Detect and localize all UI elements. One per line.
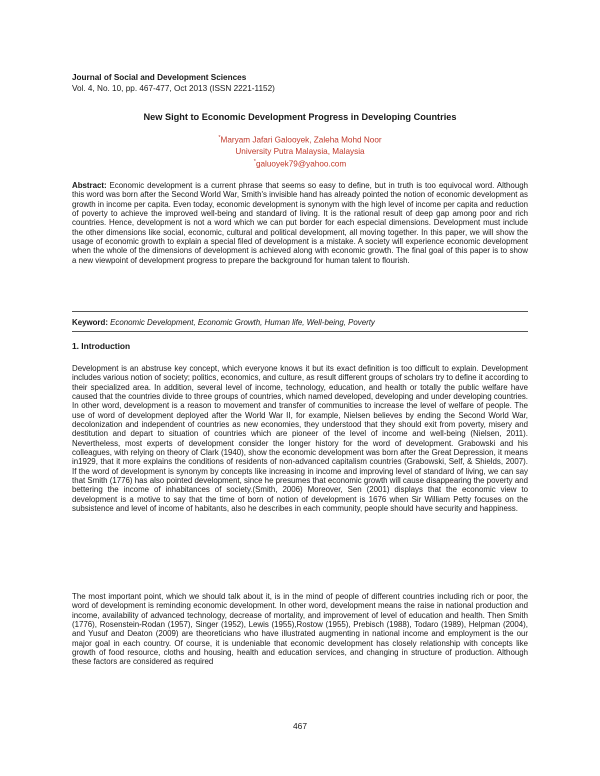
page-number: 467 [293,721,307,731]
keywords [72,318,528,327]
section-heading: 1. Introduction [72,341,131,351]
abstract [72,181,528,265]
author-names [72,133,528,146]
divider-top [72,311,528,312]
author-email-line [72,157,528,170]
intro-paragraph-1: Development is an abstruse key concept, which everyone knows it but its exact definition is too difficult to explain. Development includes various notion of society; politics, economics, and culture, as result different groups of scholars try to define it according to their specialized area. In addition, several level of income, technology, education, and health or totally the public welfare have caused that the countries divide to three groups of countries, which named developed, developing and under developing countries. In other word, development is a reason to movement and transfer of communities to increase the level of welfare of people. The use of word of development deployed after the World War II, for example, Nielsen believes by ending the Second World War, decolonization and independent of countries as new economies, they understood that they should exit from poverty, misery and destitution and depart to situation of countries which are pioneer of the level of income and well-being (Nielsen, 2011). Nevertheless, most experts of development consider the longer history for the word of development. Grabowski and his colleagues, with relying on theory of Clark (1940), show the economic development was born after the Great Depression, it means in1929, that it more explains the conditions of residents of non-advanced capitalism countries (Grabowski, Self, & Shields, 2007). If the word of development is synonym by concepts like increasing in income and improving level of standard of living, we can say that Smith (1776) has also pointed development, since he presumes that economic growth will cause disappearing the poverty and bettering the income of inhabitances of society.(Smith, 2006) Moreover, Sen (2001) displays that the economic view to development is a motive to say that the time of born of notion of development is 1676 when Sir William Petty focuses on the subsistence and level of income of habitants, also he describes in each community, people should have security and happiness. [72,364,528,514]
email-asterisk: * [253,158,256,165]
keywords-label: Keyword: [72,318,108,327]
paper-title: New Sight to Economic Development Progress in Developing Countries [143,112,457,122]
author-email: galuoyek79@yahoo.com [255,159,347,169]
journal-name: Journal of Social and Development Sciences [72,73,247,82]
abstract-text: Economic development is a current phrase that seems so easy to define, but in truth is too equivocal word. Although this word was born after the Second World War, Smith's invisible hand has already pointed the notion of economic development as growth in income per capita. Even today, economic development is synonym with the high level of income per capita and reduction of poverty to achieve the improved well-being and standard of living. It is the rational result of deep gap among poor and rich countries. Hence, development is not a word which we can put border for each especial dimensions. Development must include the other dimensions like social, economic, cultural and political development, all moving together. In this paper, we will show the usage of economic growth to explain a special filed of development is a mistake. A society will experience economic development when the whole of the dimensions of development is achieved along with economic growth. The final goal of this paper is to show a new viewpoint of development progress to prepare the background for human talent to flourish. [72,181,528,265]
author-names-text: Maryam Jafari Galooyek, Zaleha Mohd Noor [220,135,382,145]
keywords-text: Economic Development, Economic Growth, Human life, Well-being, Poverty [107,318,375,327]
author-affiliation: University Putra Malaysia, Malaysia [235,146,365,156]
author-block [72,133,528,169]
intro-paragraph-2: The most important point, which we should talk about it, is in the mind of people of different countries including rich or poor, the word of development is reminding economic development. In other word, development means the raise in national production and income, availability of advanced technology, decrease of mortality, and improvement of level of education and health. Then Smith (1776), Rosenstein-Rodan (1957), Singer (1952), Lewis (1955),Rostow (1955), Prebisch (1988), Todaro (1989), Helpman (2004), and Yusuf and Deaton (2009) are theoreticians who have illustrated augmenting in national income and employment is the our major goal in each country. Of course, it is undeniable that economic development has closely relationship with concepts like growth of food resource, cloths and housing, health and education services, and changing in structure of production. Although these factors are considered as required [72,592,528,667]
divider-bottom [72,331,528,332]
abstract-label: Abstract: [72,181,107,190]
journal-header [72,72,532,94]
journal-volume-line: Vol. 4, No. 10, pp. 467-477, Oct 2013 (ISSN 2221-1152) [72,84,275,93]
author-asterisk: * [218,135,221,141]
